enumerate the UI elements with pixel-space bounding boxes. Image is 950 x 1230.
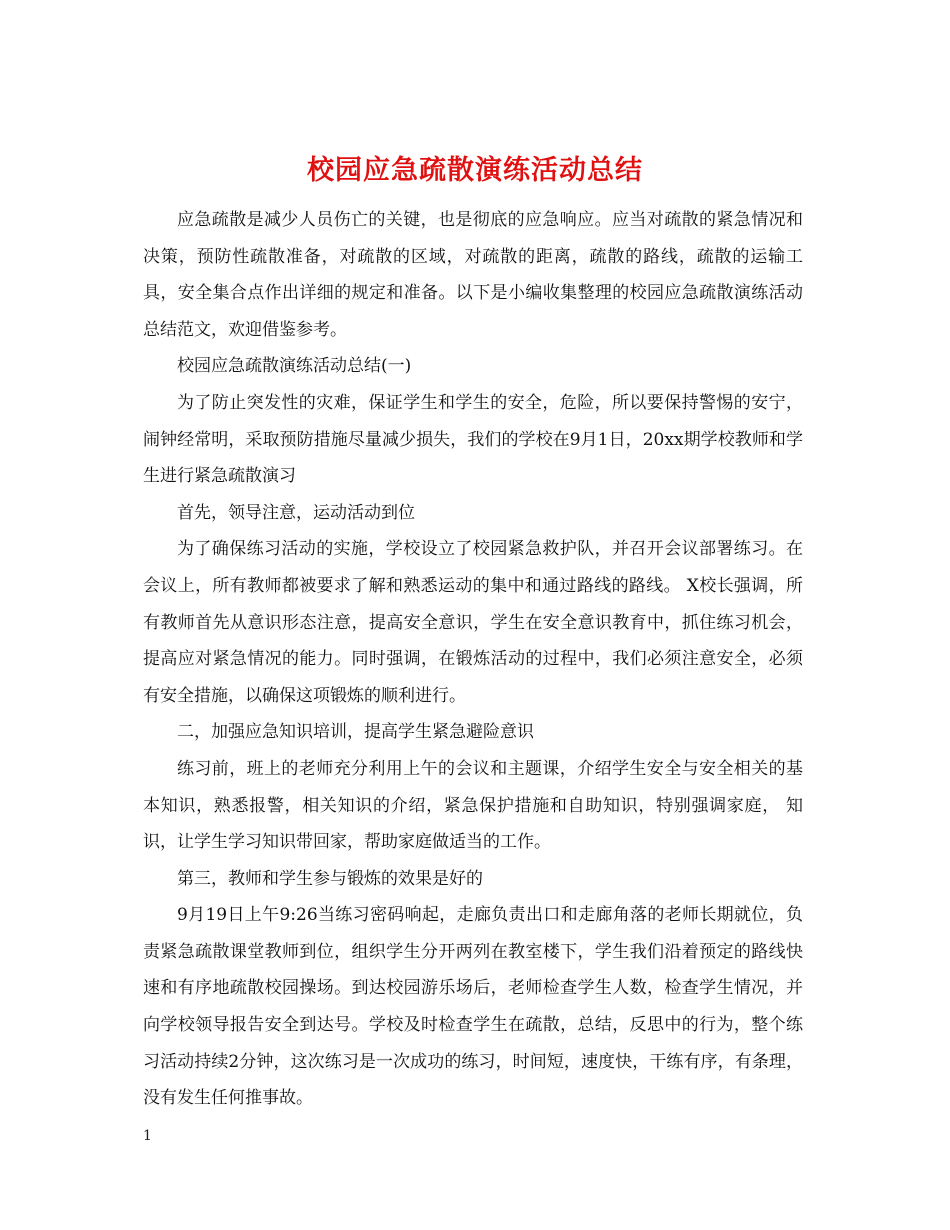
section-heading: 首先，领导注意，运动活动到位 [177, 502, 415, 523]
page-number: 1 [143, 1128, 152, 1144]
document-body [143, 202, 803, 1117]
document-title: 校园应急疏散演练活动总结 [307, 155, 643, 187]
body-paragraph: 为了确保练习活动的实施，学校设立了校园紧急救护队，并召开会议部署练习。在会议上，所有教师都被要求了解和熟悉运动的集中和通过路线的路线。 X校长强调，所有教师首先从意识形态注意，提高安全意识，学生在安全意识教育中，抓住练习机会，提高应对紧急情况的能力。同时强调，在锻炼活动的过程中，我们必须注意安全，必须有安全措施，以确保这项锻炼的顺利进行。 [143, 539, 803, 706]
section-heading: 校园应急疏散演练活动总结(一) [177, 356, 412, 377]
section-heading: 二，加强应急知识培训，提高学生紧急避险意识 [177, 722, 534, 743]
body-paragraph: 为了防止突发性的灾难，保证学生和学生的安全，危险，所以要保持警惕的安宁，闹钟经常明，采取预防措施尽量减少损失，我们的学校在9月1日，20xx期学校教师和学生进行紧急疏散演习 [143, 392, 803, 487]
intro-paragraph: 应急疏散是减少人员伤亡的关键，也是彻底的应急响应。应当对疏散的紧急情况和决策，预防性疏散准备，对疏散的区域，对疏散的距离，疏散的路线，疏散的运输工具，安全集合点作出详细的规定和准备。以下是小编收集整理的校园应急疏散演练活动总结范文，欢迎借鉴参考。 [143, 210, 803, 340]
body-paragraph: 练习前，班上的老师充分利用上午的会议和主题课，介绍学生安全与安全相关的基本知识，熟悉报警，相关知识的介绍，紧急保护措施和自助知识，特别强调家庭， 知识，让学生学习知识带回家，帮助家庭做适当的工作。 [143, 758, 803, 853]
section-heading: 第三，教师和学生参与锻炼的效果是好的 [177, 868, 483, 889]
body-paragraph: 9月19日上午9:26当练习密码响起，走廊负责出口和走廊角落的老师长期就位，负责紧急疏散课堂教师到位，组织学生分开两列在教室楼下，学生我们沿着预定的路线快速和有序地疏散校园操场。到达校园游乐场后，老师检查学生人数，检查学生情况，并向学校领导报告安全到达号。学校及时检查学生在疏散，总结，反思中的行为，整个练习活动持续2分钟，这次练习是一次成功的练习，时间短，速度快，干练有序，有条理，没有发生任何推事故。 [143, 905, 803, 1109]
